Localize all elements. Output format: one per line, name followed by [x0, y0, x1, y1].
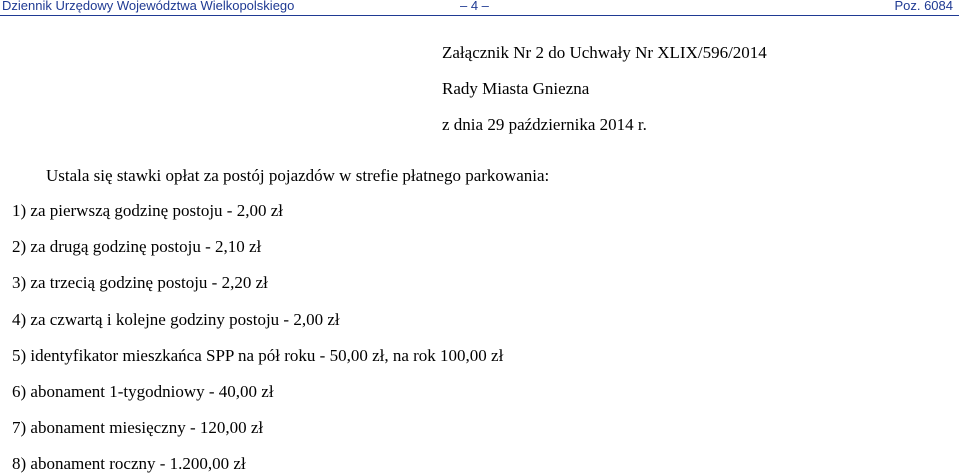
- list-item: 6) abonament 1-tygodniowy - 40,00 zł: [12, 382, 274, 401]
- list-item: 2) za drugą godzinę postoju - 2,10 zł: [12, 237, 262, 256]
- list-item: 4) za czwartą i kolejne godziny postoju - 2,00 zł: [12, 310, 340, 329]
- position-number: Poz. 6084: [894, 0, 953, 13]
- list-item: 5) identyfikator mieszkańca SPP na pół roku - 50,00 zł, na rok 100,00 zł: [12, 346, 504, 365]
- annex-line-1: Załącznik Nr 2 do Uchwały Nr XLIX/596/2014: [442, 43, 767, 62]
- annex-line-2: Rady Miasta Gniezna: [442, 79, 590, 98]
- header-divider: [0, 15, 959, 16]
- intro-text: Ustala się stawki opłat za postój pojazdów w strefie płatnego parkowania:: [46, 166, 550, 185]
- page-number: – 4 –: [460, 0, 489, 13]
- list-item: 1) za pierwszą godzinę postoju - 2,00 zł: [12, 201, 283, 220]
- annex-line-3: z dnia 29 października 2014 r.: [442, 115, 647, 134]
- list-item: 7) abonament miesięczny - 120,00 zł: [12, 418, 264, 437]
- journal-title: Dziennik Urzędowy Województwa Wielkopolskiego: [2, 0, 295, 13]
- page-header: [0, 0, 959, 16]
- list-item: 8) abonament roczny - 1.200,00 zł: [12, 454, 246, 473]
- list-item: 3) za trzecią godzinę postoju - 2,20 zł: [12, 273, 268, 292]
